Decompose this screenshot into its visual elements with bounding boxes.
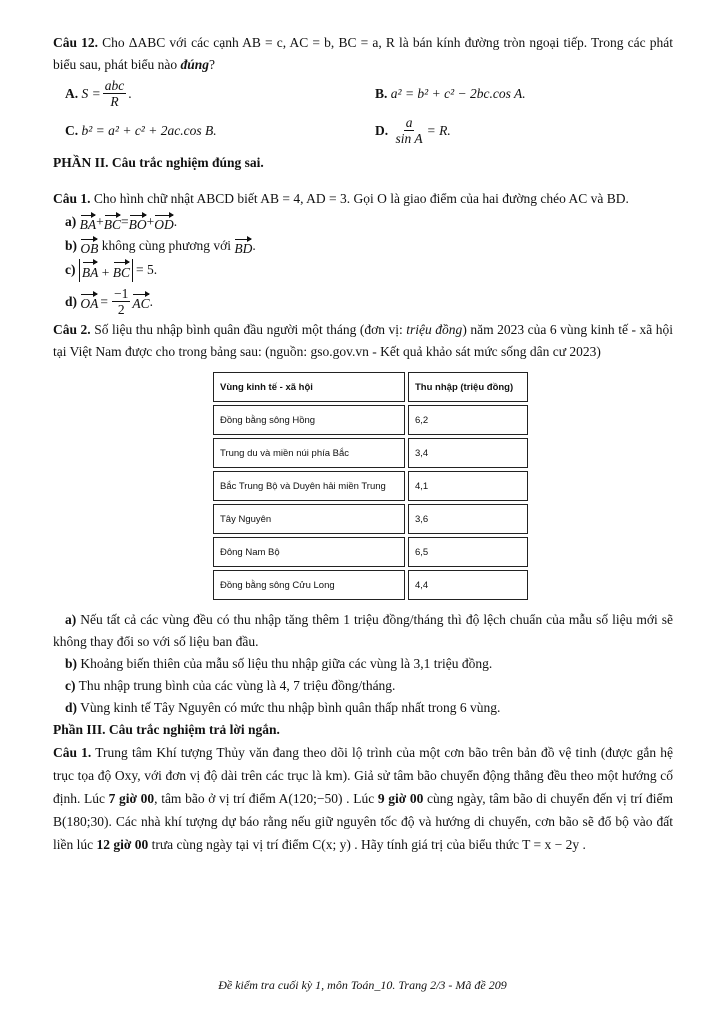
part2-question-1-label: Câu 1. (53, 191, 91, 206)
part2-question-2-text-end: ) năm 2023 của 6 vùng kinh tế - xã hội tại Việt Nam được cho trong bảng sau: (nguồn: gso.gov.vn - Kết quả khảo sát mức sống dân cư 2023) (53, 322, 673, 359)
q1-statement-c-label: c) (65, 262, 76, 277)
question-12-label: Câu 12. (53, 35, 99, 50)
vector-ba: BA (82, 259, 99, 282)
q2-statement-d (53, 697, 673, 719)
table-cell-income: 6,5 (408, 537, 528, 567)
q12-option-a-label: A. (65, 85, 79, 101)
q2-statement-b-text: Khoảng biến thiên của mẫu số liệu thu nhập giữa các vùng là 3,1 triệu đồng. (80, 656, 493, 671)
part2-question-2-unit: triệu đồng (406, 322, 463, 337)
q12-option-b-label: B. (375, 85, 388, 101)
part2-question-2-text: Số liệu thu nhập bình quân đầu người một tháng (đơn vị: (94, 322, 407, 337)
vector-ba: BA (80, 212, 97, 233)
part3-question-1-label: Câu 1. (53, 745, 92, 760)
table-row (213, 504, 528, 534)
vector-od: OD (154, 212, 174, 233)
q12-option-b-text: a² = b² + c² − 2bc.cos A. (390, 85, 526, 101)
plus-sign: + (96, 214, 104, 229)
table-cell-income: 4,1 (408, 471, 528, 501)
table-row (213, 405, 528, 435)
q1-statement-a (53, 210, 673, 234)
table-cell-region: Đông Nam Bộ (213, 537, 405, 567)
table-cell-income: 6,2 (408, 405, 528, 435)
table-cell-income: 3,4 (408, 438, 528, 468)
q1-statement-b-text: không cùng phương với (98, 238, 235, 253)
table-cell-income: 3,6 (408, 504, 528, 534)
table-row (213, 471, 528, 501)
q1-statement-d-denominator: 2 (117, 302, 125, 317)
table-cell-region: Đồng bằng sông Hồng (213, 405, 405, 435)
part3-question-1 (53, 741, 673, 856)
q1-statement-c-end: = 5. (136, 262, 158, 277)
table-row (213, 570, 528, 600)
vector-ob: OB (80, 236, 98, 257)
q12-option-a-numerator: abc (104, 78, 125, 93)
part3-question-1-text-4: trưa cùng ngày tại vị trí điểm C(x; y) . Hãy tính giá trị của biểu thức T = x − 2y . (148, 837, 586, 852)
q2-statement-c (53, 675, 673, 697)
part3-time-1: 7 giờ 00 (108, 791, 155, 806)
q12-option-d-numerator: a (405, 115, 413, 130)
q1-statement-a-label: a) (65, 214, 77, 229)
vector-ac: AC (132, 291, 149, 312)
period: . (252, 238, 256, 253)
q12-option-d-denominator: sin A (395, 131, 423, 146)
q1-statement-d-numerator: −1 (114, 286, 129, 301)
question-12-emphasis: đúng (180, 57, 209, 72)
part2-question-1 (53, 188, 673, 210)
income-table (210, 369, 531, 603)
vector-bc: BC (104, 212, 121, 233)
q12-option-b (375, 86, 673, 102)
q1-statement-d-fraction (112, 286, 130, 317)
q12-option-c-label: C. (65, 122, 79, 138)
equals-sign: = (100, 293, 109, 309)
q2-statement-c-label: c) (65, 678, 76, 693)
q1-statement-d-label: d) (65, 293, 78, 309)
q2-statement-a-text: Nếu tất cả các vùng đều có thu nhập tăng thêm 1 triệu đồng/tháng thì độ lệch chuẩn của mẫu số liệu mới sẽ không thay đổi so với số liệu ban đầu. (53, 612, 673, 649)
table-header-region: Vùng kinh tế - xã hội (213, 372, 405, 402)
q12-option-a-lhs: S = (81, 85, 101, 101)
plus-sign: + (101, 264, 110, 280)
part2-question-2 (53, 319, 673, 363)
q2-statement-c-text: Thu nhập trung bình của các vùng là 4, 7 triệu đồng/tháng. (78, 678, 396, 693)
table-row (213, 537, 528, 567)
q2-statement-b-label: b) (65, 656, 78, 671)
q12-option-a-end: . (128, 85, 132, 101)
period: . (173, 214, 178, 229)
table-cell-region: Trung du và miền núi phía Bắc (213, 438, 405, 468)
q2-statement-b (53, 653, 673, 675)
q2-statement-a-label: a) (65, 612, 77, 627)
q1-statement-d (53, 286, 673, 317)
q12-option-c-text: b² = a² + c² + 2ac.cos B. (81, 122, 217, 138)
q2-statement-d-label: d) (65, 700, 78, 715)
q12-option-a-denominator: R (110, 94, 119, 109)
vector-bo: BO (129, 212, 147, 233)
part3-question-1-text-2: , tâm bão ở vị trí điểm A(120;−50) . Lúc (154, 791, 378, 806)
table-header-row (213, 372, 528, 402)
question-12 (53, 32, 673, 76)
equals-sign: = (121, 214, 129, 229)
question-12-text-end: ? (209, 57, 215, 72)
table-row (213, 438, 528, 468)
vector-bc: BC (113, 259, 130, 282)
vector-oa: OA (80, 291, 98, 312)
plus-sign: + (146, 214, 155, 229)
table-header-income: Thu nhập (triệu đồng) (408, 372, 528, 402)
q12-option-d-label: D. (375, 122, 389, 138)
q12-option-a (53, 78, 375, 109)
table-cell-income: 4,4 (408, 570, 528, 600)
part3-time-2: 9 giờ 00 (377, 791, 424, 806)
part2-question-1-text: Cho hình chữ nhật ABCD biết AB = 4, AD = 3. Gọi O là giao điểm của hai đường chéo AC và BD. (93, 191, 629, 206)
q12-option-d-fraction (394, 115, 425, 146)
part2-question-2-label: Câu 2. (53, 322, 91, 337)
q1-statement-b-label: b) (65, 238, 78, 253)
table-cell-region: Tây Nguyên (213, 504, 405, 534)
part3-question-1-text-1: Trung tâm Khí tượng Thủy văn đang theo dõi lộ trình của một cơn bão trên bản đồ vệ tinh (được gắn hệ trục tọa độ Oxy, với đơn vị độ dài trên các trục là km). Giả sử tâm bão chuyển động thẳng đều theo một hướng cố định. Lúc (53, 745, 673, 806)
q12-option-d-rhs: = R. (426, 122, 451, 138)
question-12-text: Cho ΔABC với các cạnh AB = c, AC = b, BC = a, R là bán kính đường tròn ngoại tiếp. Trong các phát biểu sau, phát biểu nào (53, 35, 673, 72)
vector-sum-magnitude (79, 259, 133, 282)
vector-bd: BD (234, 236, 252, 257)
q12-option-c (53, 123, 375, 139)
period: . (149, 293, 154, 309)
table-cell-region: Đồng bằng sông Cửu Long (213, 570, 405, 600)
q2-statement-a (53, 609, 673, 653)
q12-option-d (375, 115, 673, 146)
part3-time-3: 12 giờ 00 (96, 837, 149, 852)
part-3-title: Phần III. Câu trắc nghiệm trả lời ngắn. (53, 722, 280, 737)
part3-question-1-text-3: cùng ngày, tâm bão di chuyển đến vị trí điểm B(180;30). Các nhà khí tượng dự báo rằng nếu giữ nguyên tốc độ và hướng di chuyển, cơn bão sẽ đổ bộ vào đất liền lúc (53, 791, 673, 852)
page-footer: Đề kiểm tra cuối kỳ 1, môn Toán_10. Trang 2/3 - Mã đề 209 (218, 978, 507, 992)
q1-statement-b (53, 234, 673, 258)
q2-statement-d-text: Vùng kinh tế Tây Nguyên có mức thu nhập bình quân thấp nhất trong 6 vùng. (80, 700, 501, 715)
part-2-title: PHẦN II. Câu trắc nghiệm đúng sai. (53, 155, 264, 170)
table-cell-region: Bắc Trung Bộ và Duyên hải miền Trung (213, 471, 405, 501)
exam-page (53, 32, 673, 856)
q1-statement-c (53, 258, 673, 282)
q12-option-a-fraction (103, 78, 127, 109)
